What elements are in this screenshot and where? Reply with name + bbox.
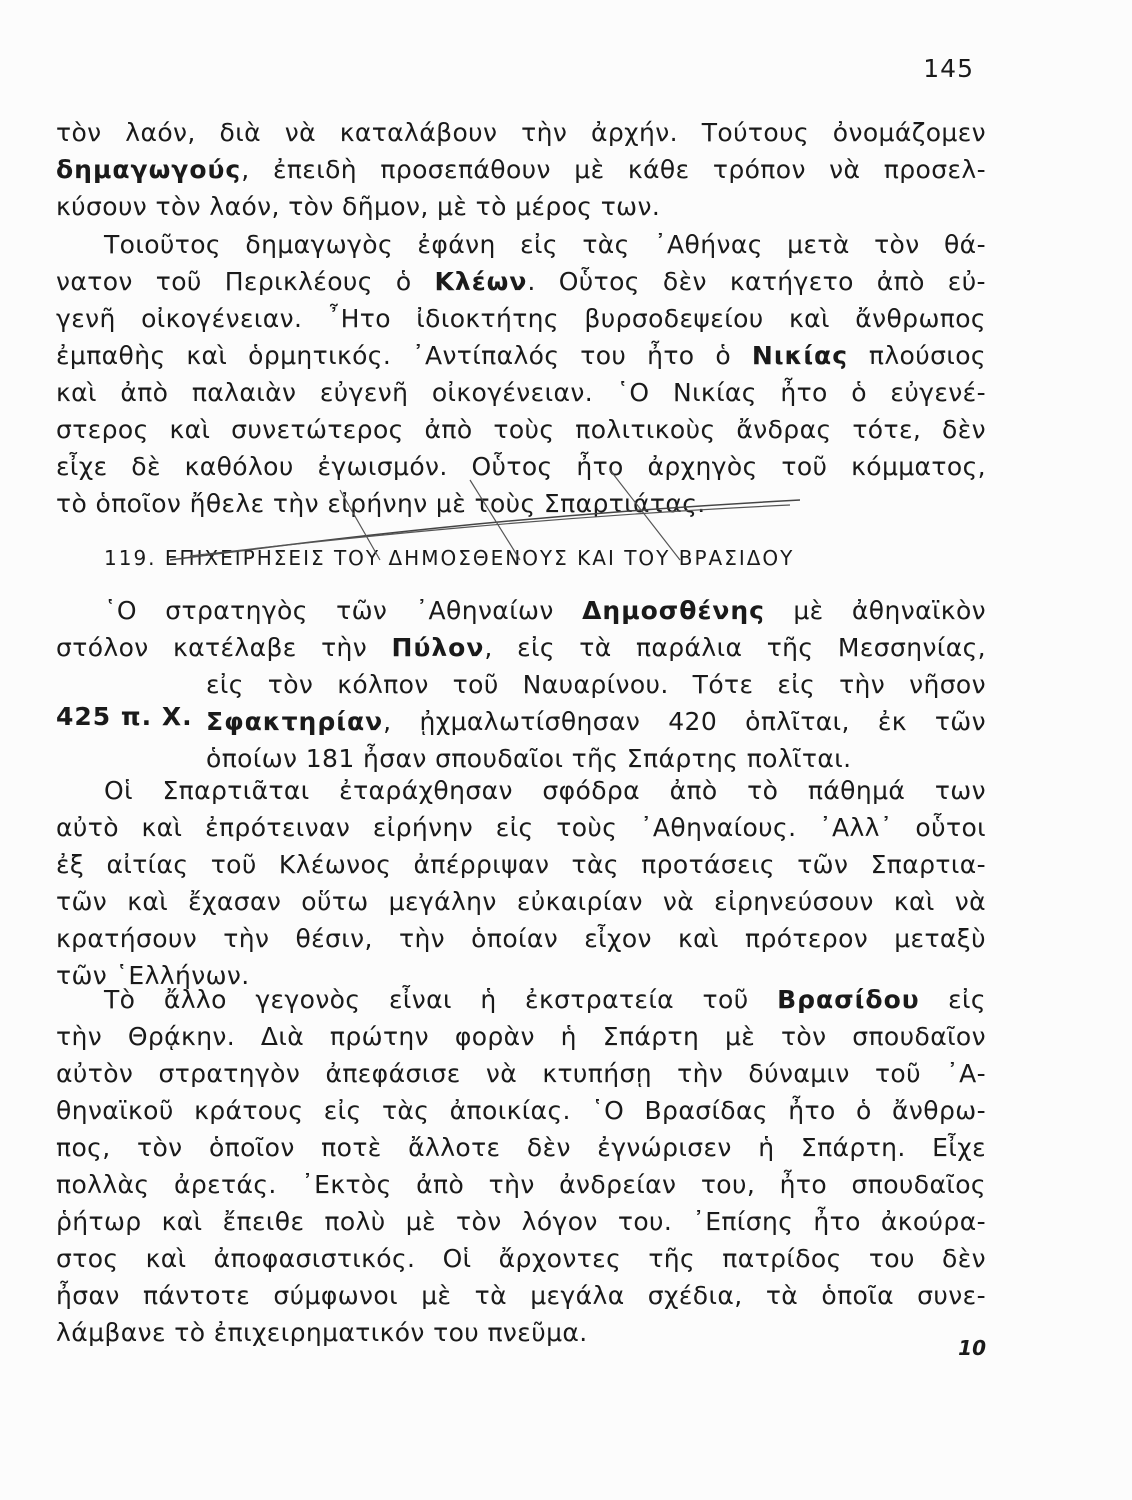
bold-term: Πύλον [391,633,485,662]
text-line [56,1055,986,1092]
text-line [56,263,986,300]
paragraph-spartans-peace [56,772,986,994]
text-run: τὸν λαόν, διὰ νὰ καταλάβουν τὴν ἀρχήν. Τούτους ὀνομάζομεν [56,118,986,147]
bold-term: Νικίας [751,341,849,370]
text-run: . Οὗτος δὲν κατήγετο ἀπὸ εὐ- [527,267,986,296]
text-run: στος καὶ ἀποφασιστικός. Οἱ ἄρχοντες τῆς πατρίδος του δὲν [56,1244,986,1273]
text-run: Τοιοῦτος δημαγωγὸς ἐφάνη εἰς τὰς ᾿Αθήνας μετὰ τὸν θά- [104,230,986,259]
text-run: θηναϊκοῦ κράτους εἰς τὰς ἀποικίας. ῾Ο Βρασίδας ἦτο ὁ ἄνθρω- [56,1096,986,1125]
text-line [56,703,986,740]
bold-term: Σφακτηρίαν [206,707,384,736]
text-run: γενῆ οἰκογένειαν. ῏Ητο ἰδιοκτήτης βυρσοδεψείου καὶ ἄνθρωπος [56,304,986,333]
text-run: Οἱ Σπαρτιᾶται ἐταράχθησαν σφόδρα ἀπὸ τὸ πάθημά των [104,776,986,805]
text-line [56,1166,986,1203]
text-run: , ἐπειδὴ προσεπάθουν μὲ κάθε τρόπον νὰ προσελ- [241,155,986,184]
text-line [56,1240,986,1277]
text-run: εἶχε δὲ καθόλου ἐγωισμόν. Οὗτος ἦτο ἀρχηγὸς τοῦ κόμματος, [56,452,986,481]
text-run: τῶν ῾Ελλήνων. [56,961,250,990]
bold-term: Δημοσθένης [582,596,766,625]
bold-term: Κλέων [434,267,528,296]
text-line [56,1129,986,1166]
text-line [56,448,986,485]
text-run: νατον τοῦ Περικλέους ὁ [56,267,435,296]
margin-date-note: 425 π. Χ. [56,702,193,731]
text-line [56,114,986,151]
text-line [56,772,986,809]
text-line [56,485,986,522]
text-run: στόλον κατέλαβε τὴν [56,633,392,662]
text-run: ἐμπαθὴς καὶ ὁρμητικός. ᾿Αντίπαλός του ἦτο ὁ [56,341,752,370]
text-run: Τὸ ἄλλο γεγονὸς εἶναι ἡ ἐκστρατεία τοῦ [104,985,778,1014]
paragraph-demagogues [56,114,986,225]
text-line [56,846,986,883]
text-run: εἰς τὸν κόλπον τοῦ Ναυαρίνου. Τότε εἰς τὴν νῆσον [206,670,986,699]
text-run: ὁποίων 181 ἦσαν σπουδαῖοι τῆς Σπάρτης πολῖται. [206,744,852,773]
text-run: πολλὰς ἀρετάς. ᾿Εκτὸς ἀπὸ τὴν ἀνδρείαν του, ἦτο σπουδαῖος [56,1170,986,1199]
bold-term: δημαγωγούς [56,155,242,184]
page-number: 145 [923,54,974,83]
text-run: , εἰς τὰ παράλια τῆς Μεσσηνίας, [484,633,986,662]
text-run: κύσουν τὸν λαόν, τὸν δῆμον, μὲ τὸ μέρος των. [56,192,661,221]
text-line [56,411,986,448]
text-run: τῶν καὶ ἔχασαν οὕτω μεγάλην εὐκαιρίαν νὰ εἰρηνεύσουν καὶ νὰ [56,887,986,916]
paragraph-brasidas [56,981,986,1351]
text-line [56,374,986,411]
text-run: αὐτὸν στρατηγὸν ἀπεφάσισε νὰ κτυπήσῃ τὴν δύναμιν τοῦ ᾿Α- [56,1059,986,1088]
text-line [56,1277,986,1314]
text-run: τὸ ὁποῖον ἤθελε τὴν εἰρήνην μὲ τοὺς Σπαρτιάτας. [56,489,706,518]
text-run: ῾Ο στρατηγὸς τῶν ᾿Αθηναίων [104,596,583,625]
text-line [56,629,986,666]
bold-term: Βρασίδου [777,985,920,1014]
text-line [56,226,986,263]
text-run: πλούσιος [848,341,986,370]
text-line [56,920,986,957]
text-run: , ᾐχμαλωτίσθησαν 420 ὁπλῖται, ἐκ τῶν [383,707,986,736]
text-run: καὶ ἀπὸ παλαιὰν εὐγενῆ οἰκογένειαν. ῾Ο Νικίας ἦτο ὁ εὐγενέ- [56,378,986,407]
paragraph-kleon-nikias [56,226,986,522]
text-run: ἐξ αἰτίας τοῦ Κλέωνος ἀπέρριψαν τὰς προτάσεις τῶν Σπαρτια- [56,850,986,879]
text-run: αὐτὸ καὶ ἐπρότειναν εἰρήνην εἰς τοὺς ᾿Αθηναίους. ᾿Αλλ᾿ οὗτοι [56,813,986,842]
text-line [56,1314,986,1351]
text-line [56,981,986,1018]
text-run: λάμβανε τὸ ἐπιχειρηματικόν του πνεῦμα. [56,1318,588,1347]
text-line [56,666,986,703]
text-line [56,1092,986,1129]
text-run: κρατήσουν τὴν θέσιν, τὴν ὁποίαν εἶχον καὶ πρότερον μεταξὺ [56,924,986,953]
text-run: τὴν Θρᾴκην. Διὰ πρώτην φορὰν ἡ Σπάρτη μὲ τὸν σπουδαῖον [56,1022,986,1051]
text-run: πος, τὸν ὁποῖον ποτὲ ἄλλοτε δὲν ἐγνώρισεν ἡ Σπάρτη. Εἶχε [56,1133,986,1162]
text-run: ἦσαν πάντοτε σύμφωνοι μὲ τὰ μεγάλα σχέδια, τὰ ὁποῖα συνε- [56,1281,986,1310]
text-line [56,300,986,337]
text-line [56,151,986,188]
sheet-number: 10 [958,1336,986,1360]
paragraph-demosthenes-pylos [56,592,986,777]
text-line [56,1203,986,1240]
text-line [56,592,986,629]
text-run: στερος καὶ συνετώτερος ἀπὸ τοὺς πολιτικοὺς ἄνδρας τότε, δὲν [56,415,986,444]
text-line [56,1018,986,1055]
text-run: ῥήτωρ καὶ ἔπειθε πολὺ μὲ τὸν λόγον του. ᾿Επίσης ἦτο ἀκούρα- [56,1207,986,1236]
text-run: μὲ ἀθηναϊκὸν [765,596,986,625]
text-line [56,188,986,225]
section-heading: 119. ΕΠΙΧΕΙΡΗΣΕΙΣ ΤΟΥ ΔΗΜΟΣΘΕΝΟΥΣ ΚΑΙ ΤΟΥ ΒΡΑΣΙΔΟΥ [104,546,795,570]
text-line [56,883,986,920]
text-line [56,809,986,846]
text-line [56,337,986,374]
text-run: εἰς [919,985,986,1014]
